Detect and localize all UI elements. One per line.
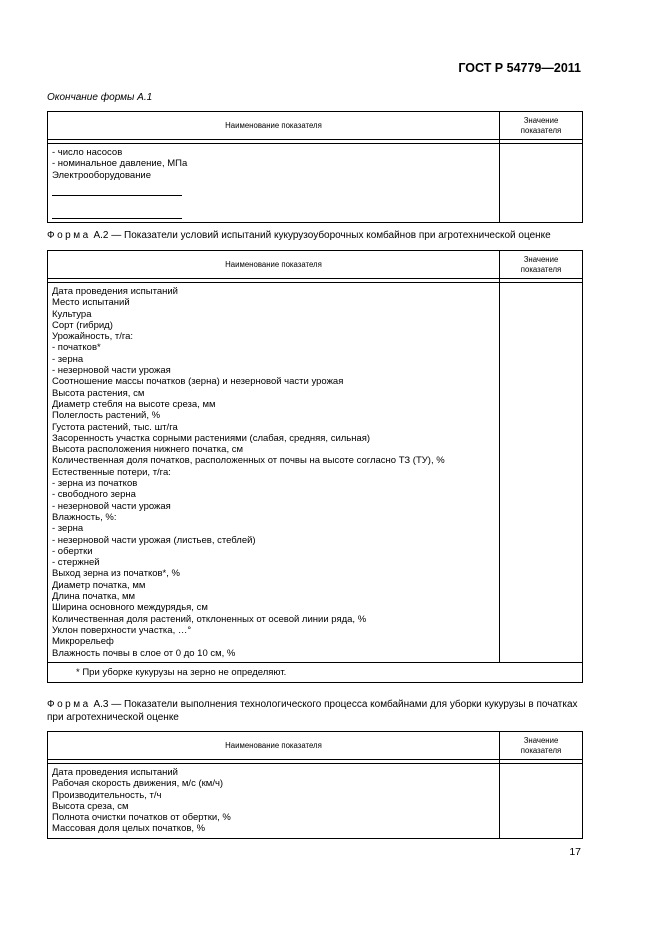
table-row: Полеглость растений, % [52, 410, 161, 422]
table-row: - обертки [52, 545, 93, 557]
table-row: Дата проведения испытаний [52, 767, 178, 778]
table-row: Уклон поверхности участка, …° [52, 624, 192, 636]
form-a2-value-cell [500, 283, 583, 663]
table-row: - початков* [52, 342, 101, 354]
form-a1-table [47, 111, 583, 223]
table-row: - незерновой части урожая [52, 500, 171, 512]
form-label: Форма [47, 230, 91, 241]
form-a3-body [48, 764, 500, 839]
page-number: 17 [569, 846, 581, 858]
form-a1-body [48, 144, 500, 223]
table-row: Влажность почвы в слое от 0 до 10 см, % [52, 647, 236, 659]
table-row: Высота среза, см [52, 800, 129, 812]
table-row: Культура [52, 308, 92, 320]
table-row: - зерна [52, 353, 84, 365]
table-row: Массовая доля целых початков, % [52, 823, 206, 835]
table-row: Полнота очистки початков от обертки, % [52, 812, 231, 824]
header-indicator-value: Значение показателя [500, 112, 583, 140]
header-indicator-name: Наименование показателя [48, 112, 500, 140]
table-row: - зерна из початков [52, 478, 138, 490]
table-row: - число насосов [52, 147, 123, 158]
table-row: Диаметр стебля на высоте среза, мм [52, 398, 216, 410]
form-a1-value-cell [500, 144, 583, 223]
table-row: Длина початка, мм [52, 591, 136, 603]
table-row: Место испытаний [52, 297, 130, 309]
table-row: Рабочая скорость движения, м/с (км/ч) [52, 778, 224, 790]
table-row: - незерновой части урожая [52, 365, 171, 377]
table-row: Электрооборудование [52, 169, 152, 181]
form-a3-table [47, 731, 583, 839]
table-row: Высота растения, см [52, 387, 145, 399]
table-row: Высота расположения нижнего початка, см [52, 444, 244, 456]
table-row: Естественные потери, т/га: [52, 466, 171, 478]
table-row: - свободного зерна [52, 489, 136, 501]
form-a2-table [47, 250, 583, 683]
header-indicator-name: Наименование показателя [48, 732, 500, 760]
table-row: Влажность, %: [52, 511, 117, 523]
table-row: - номинальное давление, МПа [52, 158, 188, 170]
document-code: ГОСТ Р 54779—2011 [458, 61, 581, 75]
form-a2-body [48, 283, 500, 663]
table-row: Выход зерна из початков*, % [52, 568, 180, 580]
table-row: Производительность, т/ч [52, 789, 162, 801]
table-row: - стержней [52, 557, 100, 569]
table-row: Дата проведения испытаний [52, 286, 178, 297]
blank-fill-line [52, 204, 182, 219]
form-a3-caption: Форма А.3 — Показатели выполнения технологического процесса комбайнами для уборки кукурузы в початках при агротехнической оценке [47, 699, 578, 723]
table-row: - зерна [52, 523, 84, 535]
table-row: Количественная доля початков, расположенных от почвы на высоте согласно ТЗ (ТУ), % [52, 455, 445, 467]
header-indicator-name: Наименование показателя [48, 251, 500, 279]
table-row: Густота растений, тыс. шт/га [52, 421, 178, 433]
table-row: Диаметр початка, мм [52, 579, 146, 591]
footnote: * При уборке кукурузы на зерно не определяют. [48, 662, 583, 682]
form-a1-ending-caption: Окончание формы А.1 [47, 92, 153, 103]
table-row: Сорт (гибрид) [52, 319, 113, 331]
table-row: Соотношение массы початков (зерна) и незерновой части урожая [52, 376, 344, 388]
table-row: Засоренность участка сорными растениями (слабая, средняя, сильная) [52, 432, 371, 444]
form-label: Форма [47, 699, 91, 710]
table-row: - незерновой части урожая (листьев, стеблей) [52, 534, 256, 546]
table-row: Урожайность, т/га: [52, 331, 134, 343]
form-a3-value-cell [500, 764, 583, 839]
blank-fill-line [52, 181, 182, 196]
table-row: Количественная доля растений, отклоненных от осевой линии ряда, % [52, 613, 367, 625]
table-row: Ширина основного междурядья, см [52, 602, 208, 614]
header-indicator-value: Значение показателя [500, 732, 583, 760]
table-row: Микрорельеф [52, 636, 114, 648]
header-indicator-value: Значение показателя [500, 251, 583, 279]
form-a2-caption: Форма А.2 — Показатели условий испытаний кукурузоуборочных комбайнов при агротехнической оценке [47, 230, 551, 241]
